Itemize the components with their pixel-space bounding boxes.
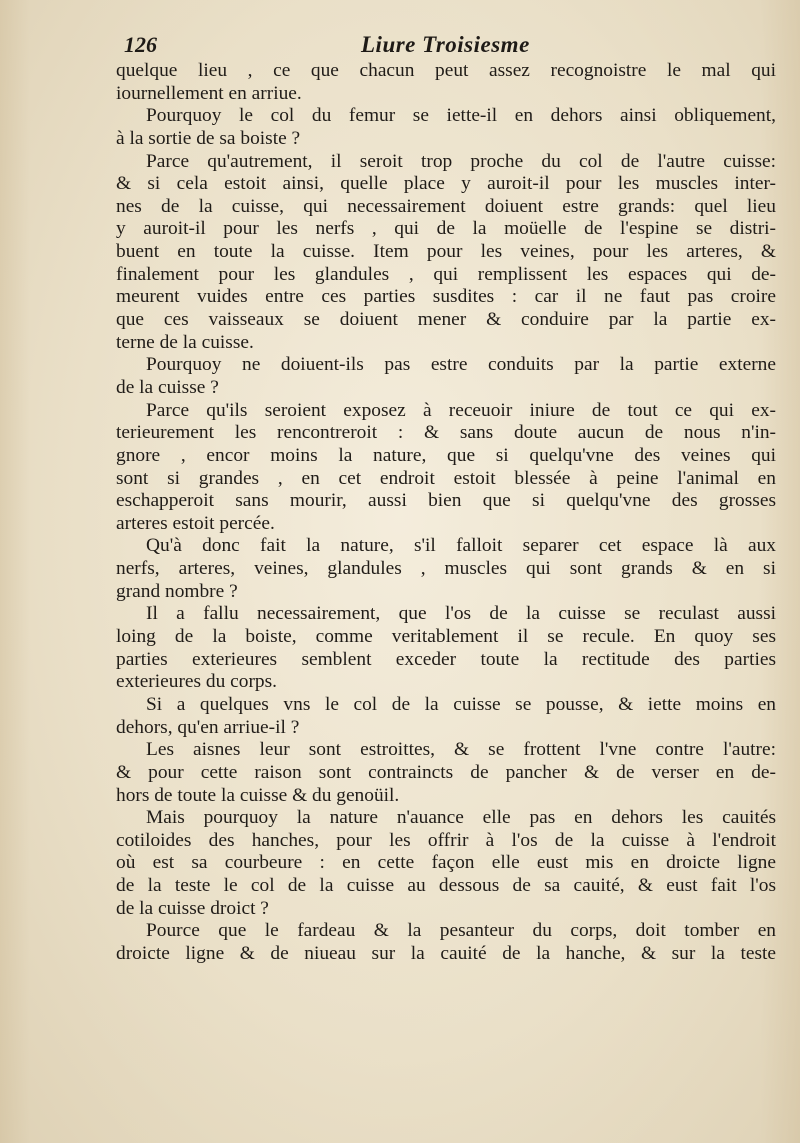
text-line: de la teste le col de la cuisse au dessous de sa cauité, & eust fait l'os: [116, 875, 776, 897]
text-line: arteres estoit percée.: [116, 512, 275, 534]
text-line: eschapperoit sans mourir, aussi bien que si quelqu'vne des grosses: [116, 490, 776, 512]
text-line: Qu'à donc fait la nature, s'il falloit separer cet espace là aux: [146, 535, 776, 557]
text-line: & si cela estoit ainsi, quelle place y auroit-il pour les muscles inter-: [116, 173, 776, 195]
text-line: de la cuisse ?: [116, 376, 219, 398]
text-line: parties exterieures semblent exceder toute la rectitude des parties: [116, 648, 776, 670]
text-line: exterieures du corps.: [116, 671, 277, 693]
page-number: 126: [124, 32, 157, 57]
text-line: nes de la cuisse, qui necessairement doiuent estre grands: quel lieu: [116, 195, 776, 217]
text-line: y auroit-il pour les nerfs , qui de la moüelle de l'espine se distri-: [116, 218, 776, 240]
text-line: cotiloides des hanches, pour les offrir à l'os de la cuisse à l'endroit: [116, 829, 776, 851]
text-line: terne de la cuisse.: [116, 331, 254, 353]
text-line: Parce qu'autrement, il seroit trop proche du col de l'autre cuisse:: [146, 150, 776, 172]
text-line: Parce qu'ils seroient exposez à receuoir iniure de tout ce qui ex-: [146, 399, 776, 421]
page-header: [116, 32, 780, 62]
text-line: finalement pour les glandules , qui remplissent les espaces qui de-: [116, 263, 776, 285]
text-line: Si a quelques vns le col de la cuisse se pousse, & iette moins en: [146, 693, 776, 715]
text-line: gnore , encor moins la nature, que si quelqu'vne des veines qui: [116, 444, 776, 466]
text-line: où est sa courbeure : en cette façon elle eust mis en droicte ligne: [116, 852, 776, 874]
text-line: iournellement en arriue.: [116, 82, 302, 104]
text-line: que ces vaisseaux se doiuent mener & conduire par la partie ex-: [116, 309, 776, 331]
running-head: Liure Troisiesme: [361, 32, 530, 57]
text-line: terieurement les rencontreroit : & sans doute aucun de nous n'in-: [116, 422, 776, 444]
text-line: Pourquoy le col du femur se iette-il en dehors ainsi obliquement,: [146, 105, 776, 127]
body-text: [116, 60, 776, 966]
text-line: de la cuisse droict ?: [116, 897, 269, 919]
text-line: Mais pourquoy la nature n'auance elle pas en dehors les cauités: [146, 807, 776, 829]
text-line: meurent vuides entre ces parties susdites : car il ne faut pas croire: [116, 286, 776, 308]
text-line: nerfs, arteres, veines, glandules , muscles qui sont grands & en si: [116, 558, 776, 580]
text-line: Pource que le fardeau & la pesanteur du corps, doit tomber en: [146, 920, 776, 942]
text-line: quelque lieu , ce que chacun peut assez recognoistre le mal qui: [116, 60, 776, 81]
text-line: grand nombre ?: [116, 580, 238, 602]
text-line: Pourquoy ne doiuent-ils pas estre conduits par la partie externe: [146, 354, 776, 376]
text-line: Les aisnes leur sont estroittes, & se frottent l'vne contre l'autre:: [146, 739, 776, 761]
text-line: sont si grandes , en cet endroit estoit blessée à peine l'animal en: [116, 467, 776, 489]
text-line: à la sortie de sa boiste ?: [116, 127, 301, 149]
text-line: dehors, qu'en arriue-il ?: [116, 716, 300, 738]
text-line: hors de toute la cuisse & du genoüil.: [116, 784, 400, 806]
text-line: buent en toute la cuisse. Item pour les veines, pour les arteres, &: [116, 241, 776, 263]
text-line: & pour cette raison sont contraincts de pancher & de verser en de-: [116, 761, 776, 783]
text-line: Il a fallu necessairement, que l'os de la cuisse se reculast aussi: [146, 603, 776, 625]
text-line: loing de la boiste, comme veritablement il se recule. En quoy ses: [116, 626, 776, 648]
text-line: droicte ligne & de niueau sur la cauité de la hanche, & sur la teste: [116, 942, 776, 964]
